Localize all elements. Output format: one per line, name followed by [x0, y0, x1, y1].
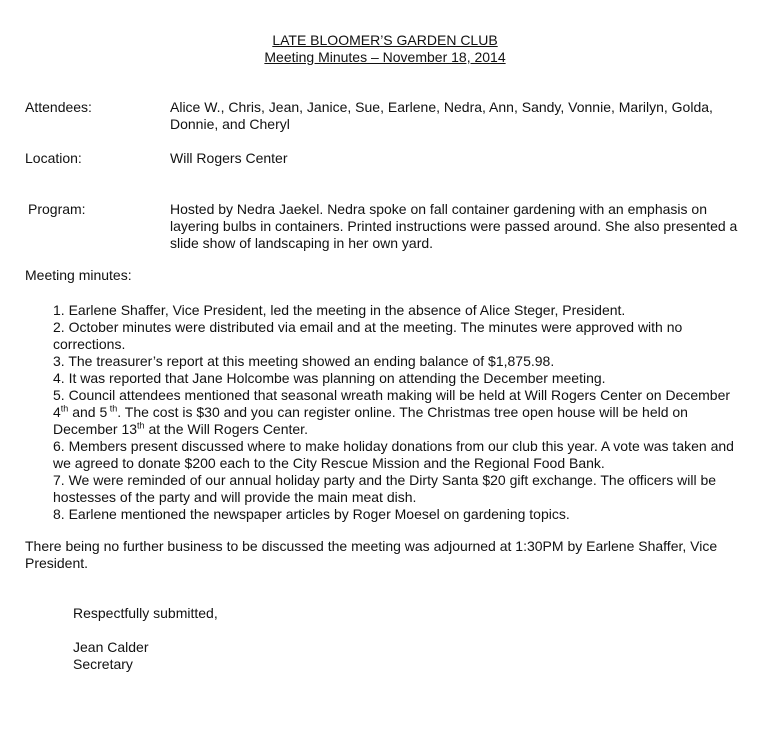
ordinal-suffix: th — [107, 403, 118, 414]
program-row — [25, 201, 745, 252]
minutes-item — [53, 387, 745, 438]
attendees-value: Alice W., Chris, Jean, Janice, Sue, Earlene, Nedra, Ann, Sandy, Vonnie, Marilyn, Golda, Donnie, and Cheryl — [170, 99, 713, 132]
secretary-title: Secretary — [73, 656, 133, 672]
minutes-item: 3. The treasurer’s report at this meeting showed an ending balance of $1,875.98. — [53, 353, 555, 369]
attendees-row — [25, 99, 745, 133]
minutes-list — [53, 302, 745, 523]
ordinal-suffix: th — [137, 420, 145, 431]
minutes-item: 7. We were reminded of our annual holiday party and the Dirty Santa $20 gift exchange. The officers will be hostesses of the party and will provide the main meat dish. — [53, 472, 717, 505]
minutes-item: 4. It was reported that Jane Holcombe was planning on attending the December meeting. — [53, 370, 606, 386]
program-value: Hosted by Nedra Jaekel. Nedra spoke on fall container gardening with an emphasis on layering bulbs in containers. Printed instructions were passed around. She also presented a slide show of landscaping in her own yard. — [170, 201, 738, 251]
location-value: Will Rogers Center — [170, 150, 288, 166]
minutes-item-text: 5. Council attendees mentioned that seasonal wreath making will be held at Will Rogers Center on December 4 — [53, 387, 731, 420]
minutes-item: 2. October minutes were distributed via email and at the meeting. The minutes were approved with no corrections. — [53, 319, 683, 352]
document-header — [0, 32, 763, 66]
ordinal-suffix: th — [60, 403, 69, 414]
minutes-item: 1. Earlene Shaffer, Vice President, led the meeting in the absence of Alice Steger, President. — [53, 302, 626, 318]
location-row — [25, 150, 745, 167]
meeting-date-subtitle: Meeting Minutes – November 18, 2014 — [264, 49, 506, 65]
minutes-item: 8. Earlene mentioned the newspaper articles by Roger Moesel on gardening topics. — [53, 506, 570, 522]
minutes-item: 6. Members present discussed where to make holiday donations from our club this year. A vote was taken and we agreed to donate $200 each to the City Rescue Mission and the Regional Food Bank. — [53, 438, 734, 471]
club-title: LATE BLOOMER’S GARDEN CLUB — [272, 32, 498, 48]
program-label: Program: — [28, 201, 86, 217]
meeting-minutes-heading: Meeting minutes: — [25, 267, 132, 283]
minutes-item-text: and 5 — [68, 404, 108, 420]
minutes-item-text: . The cost is $30 and you can register online. The Christmas tree open house will be held on December 13 — [53, 404, 688, 437]
closing-paragraph: There being no further business to be discussed the meeting was adjourned at 1:30PM by Earlene Shaffer, Vice President. — [25, 538, 718, 571]
location-label: Location: — [25, 150, 82, 166]
attendees-label: Attendees: — [25, 99, 92, 115]
respectfully-submitted: Respectfully submitted, — [73, 605, 218, 621]
minutes-item-text: at the Will Rogers Center. — [144, 421, 308, 437]
secretary-name: Jean Calder — [73, 639, 149, 655]
